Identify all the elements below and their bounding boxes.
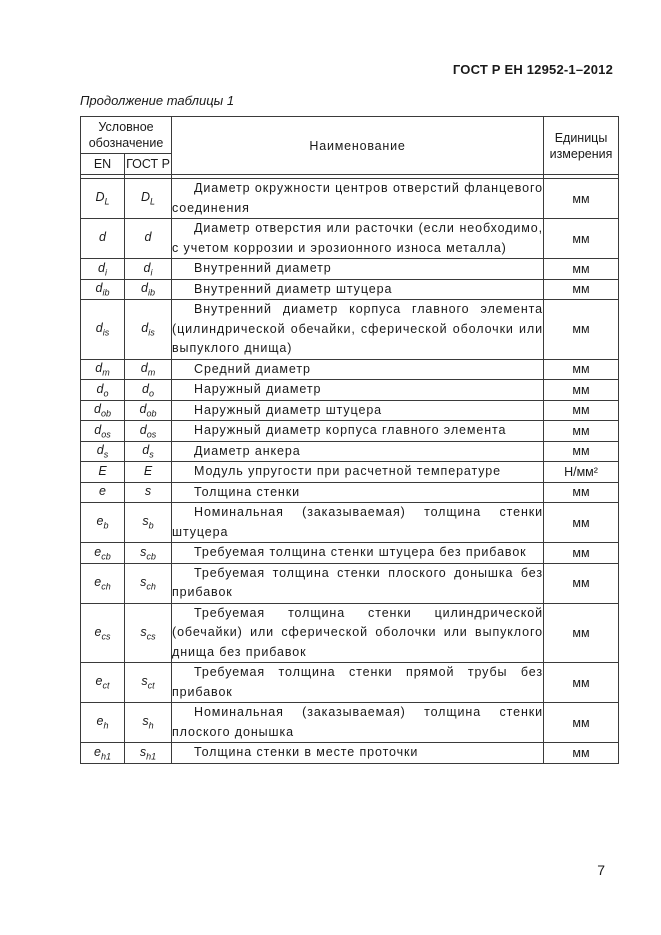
unit-value: мм xyxy=(544,359,619,380)
gost-symbol xyxy=(125,380,172,401)
table-row xyxy=(81,543,619,564)
table-row xyxy=(81,421,619,442)
gost-symbol-letter: d xyxy=(140,361,148,375)
gost-symbol-subscript: b xyxy=(148,520,154,531)
gost-symbol-subscript: ch xyxy=(146,581,156,592)
designation-text: Требуемая толщина стенки прямой трубы без прибавок xyxy=(172,665,544,699)
unit-value: мм xyxy=(544,300,619,360)
table-row xyxy=(81,743,619,764)
unit-value: мм xyxy=(544,663,619,703)
gost-symbol-letter: d xyxy=(142,443,150,457)
unit-value: мм xyxy=(544,543,619,564)
unit-value: мм xyxy=(544,563,619,603)
designation-name xyxy=(172,259,544,280)
en-symbol xyxy=(81,400,125,421)
table-row xyxy=(81,603,619,663)
designation-text: Средний диаметр xyxy=(194,361,311,376)
en-symbol-letter: d xyxy=(94,422,102,437)
gost-symbol-letter: d xyxy=(141,321,149,335)
en-symbol xyxy=(81,259,125,280)
table-row xyxy=(81,219,619,259)
table-caption: Продолжение таблицы 1 xyxy=(80,93,235,108)
en-symbol-subscript: os xyxy=(101,429,111,439)
designation-text: Номинальная (заказываемая) толщина стенки штуцера xyxy=(172,505,544,539)
gost-symbol xyxy=(125,259,172,280)
en-symbol xyxy=(81,441,125,462)
designation-name xyxy=(172,743,544,764)
en-symbol-letter: d xyxy=(99,230,106,245)
gost-symbol xyxy=(125,743,172,764)
gost-symbol xyxy=(125,543,172,564)
gost-symbol xyxy=(125,603,172,663)
gost-symbol xyxy=(125,359,172,380)
gost-symbol-letter: d xyxy=(139,422,147,437)
gost-symbol-letter: d xyxy=(142,381,149,396)
en-symbol xyxy=(81,482,125,503)
en-symbol xyxy=(81,663,125,703)
designation-text: Толщина стенки в месте проточки xyxy=(194,745,419,759)
gost-symbol xyxy=(125,219,172,259)
gost-symbol-subscript: cs xyxy=(146,631,156,641)
designation-text: Модуль упругости при расчетной температуре xyxy=(194,464,501,478)
designation-name xyxy=(172,300,544,360)
unit-value: Н/мм² xyxy=(544,462,619,483)
unit-value: мм xyxy=(544,703,619,743)
en-symbol xyxy=(81,503,125,543)
designation-name xyxy=(172,603,544,663)
gost-symbol-subscript: i xyxy=(150,267,153,277)
en-column-header: EN xyxy=(81,154,125,175)
en-symbol xyxy=(81,179,125,219)
gost-symbol-subscript: h1 xyxy=(146,751,157,761)
en-symbol-letter: e xyxy=(94,544,102,559)
gost-symbol xyxy=(125,503,172,543)
designation-name xyxy=(172,400,544,421)
gost-symbol-subscript: cb xyxy=(146,551,156,561)
gost-symbol-letter: s xyxy=(140,544,147,559)
gost-symbol-letter: d xyxy=(144,230,152,245)
en-symbol xyxy=(81,462,125,483)
name-column-header: Наименование xyxy=(172,117,544,175)
document-header: ГОСТ Р ЕН 12952-1–2012 xyxy=(452,62,613,77)
en-symbol-letter: D xyxy=(95,190,105,205)
en-symbol-subscript: is xyxy=(102,327,110,338)
gost-symbol-letter: s xyxy=(141,674,148,689)
en-symbol xyxy=(81,380,125,401)
unit-value: мм xyxy=(544,400,619,421)
gost-column-header: ГОСТ Р xyxy=(125,154,172,175)
designation-text: Наружный диаметр корпуса главного элемента xyxy=(194,423,507,437)
table-row xyxy=(81,380,619,401)
en-symbol xyxy=(81,563,125,603)
gost-symbol-letter: s xyxy=(140,624,147,639)
table-row xyxy=(81,441,619,462)
en-symbol-subscript: h xyxy=(103,720,109,731)
designation-name xyxy=(172,503,544,543)
table-row xyxy=(81,462,619,483)
table-row xyxy=(81,179,619,219)
gost-symbol-subscript: ob xyxy=(146,408,157,419)
table-row xyxy=(81,400,619,421)
en-symbol-letter: d xyxy=(94,402,101,416)
en-symbol xyxy=(81,279,125,300)
en-symbol-subscript: L xyxy=(104,196,110,207)
gost-symbol-letter: s xyxy=(142,514,149,529)
en-symbol-letter: d xyxy=(95,361,103,375)
gost-symbol-letter: E xyxy=(143,463,153,478)
designation-text: Диаметр окружности центров отверстий фланцевого соединения xyxy=(172,181,544,215)
table-row xyxy=(81,563,619,603)
en-symbol-letter: e xyxy=(99,484,106,498)
gost-symbol xyxy=(125,441,172,462)
unit-value: мм xyxy=(544,743,619,764)
unit-value: мм xyxy=(544,179,619,219)
gost-symbol-letter: s xyxy=(144,484,152,498)
en-symbol-subscript: o xyxy=(103,388,109,398)
en-symbol-letter: e xyxy=(96,514,104,529)
gost-symbol xyxy=(125,300,172,360)
designation-name xyxy=(172,663,544,703)
unit-value: мм xyxy=(544,279,619,300)
gost-symbol-letter: s xyxy=(142,714,149,729)
en-symbol-letter: d xyxy=(98,260,105,275)
gost-symbol xyxy=(125,663,172,703)
gost-symbol xyxy=(125,482,172,503)
designation-text: Номинальная (заказываемая) толщина стенки плоского донышка xyxy=(172,705,544,739)
table-row xyxy=(81,359,619,380)
en-symbol-letter: e xyxy=(94,744,101,759)
table-row xyxy=(81,279,619,300)
unit-value: мм xyxy=(544,603,619,663)
gost-symbol-letter: s xyxy=(140,574,147,589)
gost-symbol-letter: D xyxy=(140,190,151,205)
designation-text: Внутренний диаметр xyxy=(194,261,332,275)
gost-symbol-letter: d xyxy=(143,260,151,275)
en-symbol-subscript: b xyxy=(103,520,109,531)
unit-value: мм xyxy=(544,482,619,503)
gost-symbol-letter: s xyxy=(139,744,147,759)
table-row xyxy=(81,503,619,543)
unit-value: мм xyxy=(544,421,619,442)
en-symbol xyxy=(81,421,125,442)
gost-symbol-subscript: ib xyxy=(147,287,155,298)
gost-symbol xyxy=(125,703,172,743)
en-symbol-subscript: ob xyxy=(100,408,111,419)
table-row xyxy=(81,259,619,280)
designation-name xyxy=(172,279,544,300)
page-number: 7 xyxy=(597,862,605,878)
en-symbol-letter: e xyxy=(94,624,102,639)
en-symbol-subscript: i xyxy=(104,267,107,277)
unit-value: мм xyxy=(544,380,619,401)
en-symbol xyxy=(81,743,125,764)
table-body xyxy=(81,175,619,764)
designation-text: Требуемая толщина стенки плоского донышка без прибавок xyxy=(172,565,544,599)
en-symbol-subscript: ct xyxy=(102,680,110,691)
gost-symbol xyxy=(125,179,172,219)
designation-name xyxy=(172,421,544,442)
en-symbol-subscript: m xyxy=(102,367,110,378)
gost-symbol-subscript: L xyxy=(150,196,156,207)
en-symbol-letter: e xyxy=(96,714,104,729)
gost-symbol-subscript: h xyxy=(148,720,154,731)
designation-name xyxy=(172,380,544,401)
designation-name xyxy=(172,219,544,259)
en-symbol xyxy=(81,300,125,360)
gost-symbol xyxy=(125,462,172,483)
unit-value: мм xyxy=(544,259,619,280)
designation-text: Внутренний диаметр корпуса главного элемента (цилиндрической обечайки, сферической оболочки или выпуклого днища) xyxy=(172,302,544,355)
designation-text: Наружный диаметр штуцера xyxy=(194,402,383,417)
en-symbol-subscript: ib xyxy=(102,287,110,298)
en-symbol-subscript: ch xyxy=(101,581,111,592)
designation-name xyxy=(172,462,544,483)
gost-symbol-subscript: m xyxy=(147,367,156,378)
gost-symbol-subscript: is xyxy=(148,327,155,338)
designation-text: Требуемая толщина стенки цилиндрической (обечайки) или сферической оболочки или выпуклого днища без прибавок xyxy=(172,605,544,659)
en-symbol-subscript: cb xyxy=(101,551,111,561)
designation-text: Требуемая толщина стенки штуцера без прибавок xyxy=(194,545,527,559)
en-symbol xyxy=(81,543,125,564)
table-row xyxy=(81,703,619,743)
gost-symbol xyxy=(125,400,172,421)
unit-value: мм xyxy=(544,441,619,462)
designation-name xyxy=(172,543,544,564)
en-symbol-letter: e xyxy=(95,674,103,689)
gost-symbol xyxy=(125,421,172,442)
gost-symbol-subscript: o xyxy=(148,388,154,398)
designation-text: Наружный диаметр xyxy=(194,382,322,396)
en-symbol xyxy=(81,359,125,380)
en-symbol xyxy=(81,703,125,743)
en-symbol-letter: d xyxy=(96,443,104,457)
table-row xyxy=(81,482,619,503)
unit-column-header: Единицы измерения xyxy=(544,117,619,175)
designation-name xyxy=(172,563,544,603)
symbol-group-header: Условное обозначение xyxy=(81,117,172,154)
gost-symbol-subscript: s xyxy=(149,449,154,460)
designation-name xyxy=(172,179,544,219)
en-symbol-subscript: s xyxy=(103,449,109,460)
gost-symbol-subscript: os xyxy=(146,429,157,439)
unit-value: мм xyxy=(544,503,619,543)
gost-symbol xyxy=(125,279,172,300)
designation-text: Толщина стенки xyxy=(194,484,300,499)
symbols-table xyxy=(80,116,619,764)
en-symbol-subscript: h1 xyxy=(100,751,111,761)
designation-name xyxy=(172,359,544,380)
designation-text: Диаметр анкера xyxy=(194,443,301,458)
gost-symbol-letter: d xyxy=(139,402,147,416)
designation-name xyxy=(172,441,544,462)
designation-name xyxy=(172,703,544,743)
en-symbol-letter: d xyxy=(95,321,103,335)
en-symbol xyxy=(81,219,125,259)
gost-symbol-letter: d xyxy=(141,281,148,295)
en-symbol-subscript: cs xyxy=(101,631,111,641)
designation-text: Внутренний диаметр штуцера xyxy=(194,281,393,296)
en-symbol-letter: d xyxy=(95,281,103,295)
table-row xyxy=(81,300,619,360)
en-symbol-letter: e xyxy=(94,574,102,589)
table-row xyxy=(81,663,619,703)
en-symbol-letter: E xyxy=(98,463,107,478)
en-symbol-letter: d xyxy=(96,381,104,396)
designation-name xyxy=(172,482,544,503)
gost-symbol xyxy=(125,563,172,603)
gost-symbol-subscript: ct xyxy=(147,680,155,691)
unit-value: мм xyxy=(544,219,619,259)
en-symbol xyxy=(81,603,125,663)
designation-text: Диаметр отверстия или расточки (если необходимо, с учетом коррозии и эрозионного износа металла) xyxy=(172,221,544,255)
